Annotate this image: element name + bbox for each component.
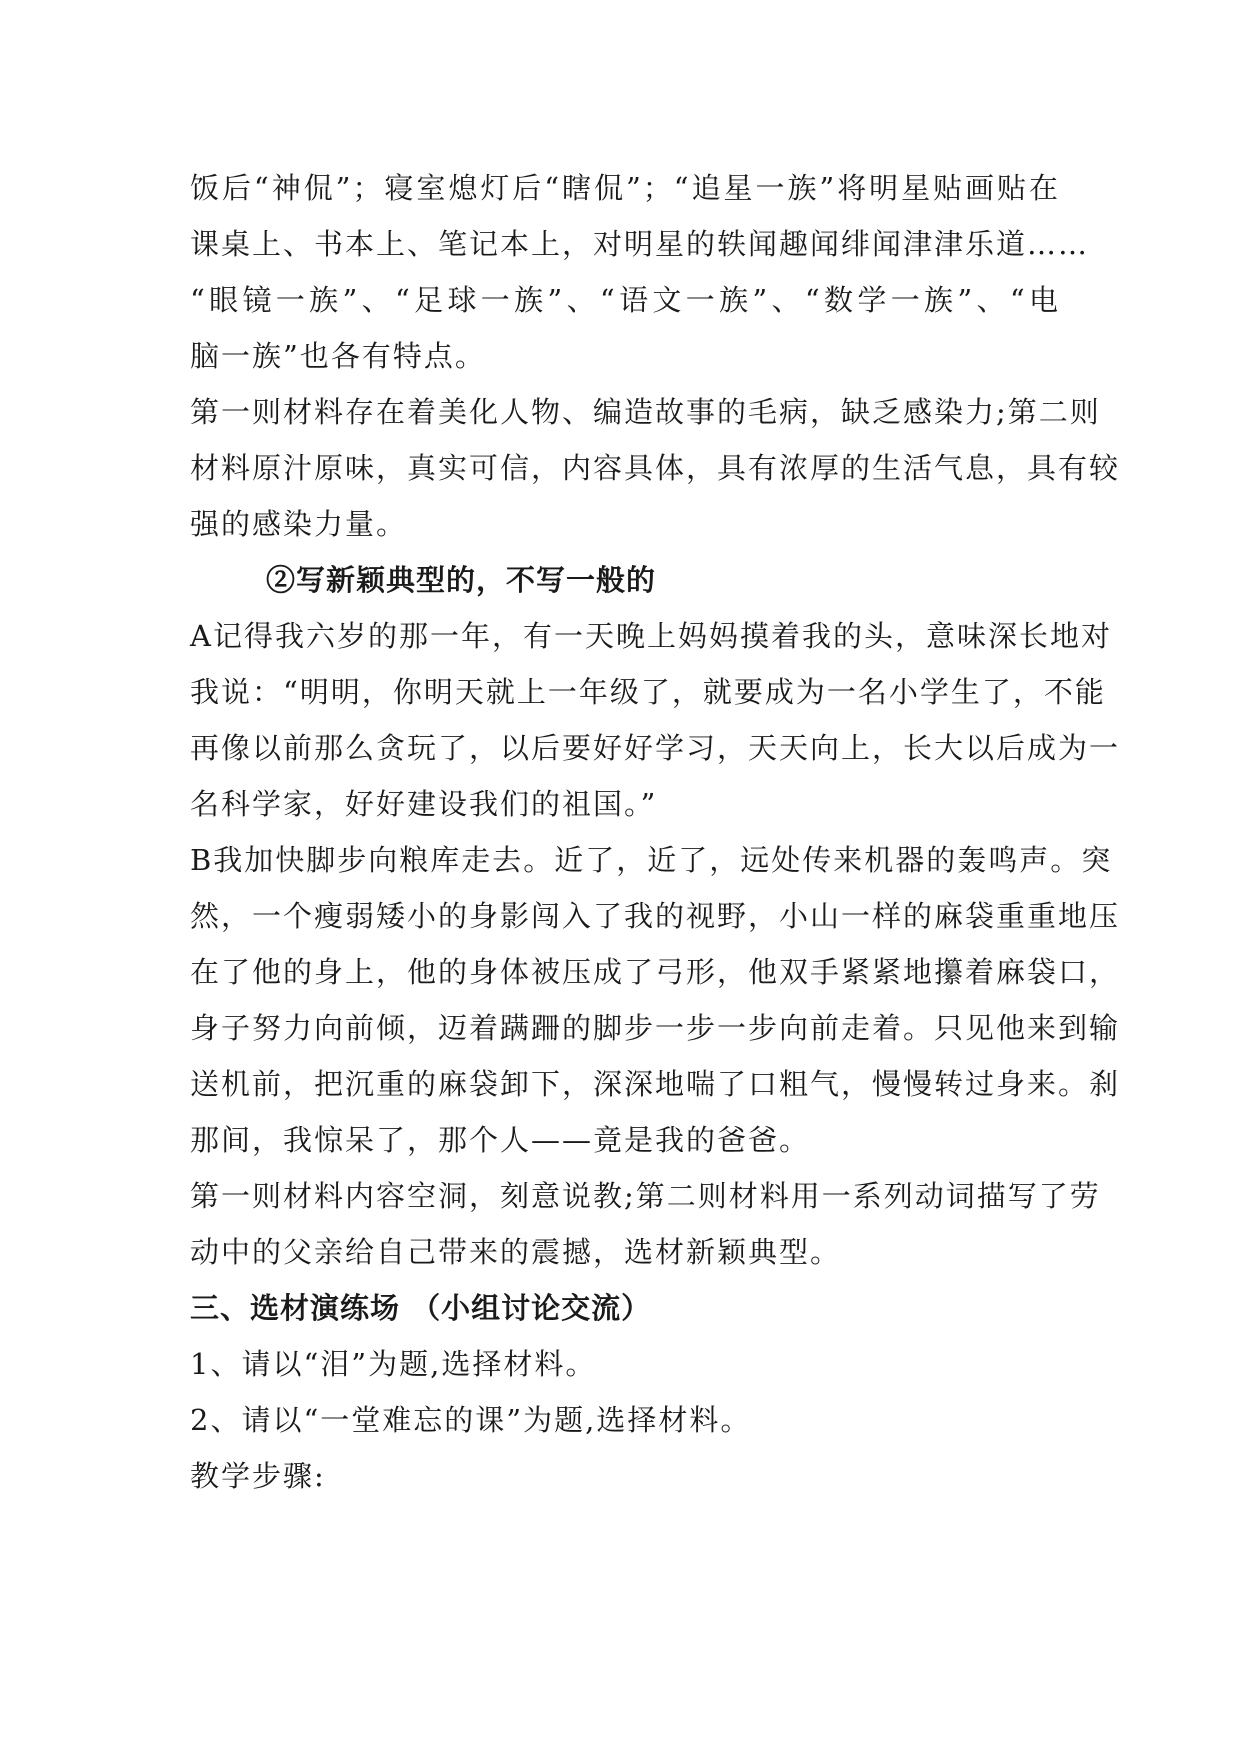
text-line: 名科学家，好好建设我们的祖国。” bbox=[190, 787, 658, 821]
text-line: 课桌上、书本上、笔记本上，对明星的轶闻趣闻绯闻津津乐道…… bbox=[190, 227, 1090, 261]
analysis-paragraph-2 bbox=[190, 1168, 1101, 1280]
teaching-steps-label: 教学步骤: bbox=[190, 1459, 326, 1493]
document-page bbox=[190, 160, 1121, 1504]
text-line: 动中的父亲给自己带来的震撼，选材新颖典型。 bbox=[190, 1235, 842, 1269]
text-line: 再像以前那么贪玩了，以后要好好学习，天天向上，长大以后成为一 bbox=[190, 731, 1121, 765]
analysis-paragraph-1 bbox=[190, 384, 1121, 552]
text-line: 在了他的身上，他的身体被压成了弓形，他双手紧紧地攥着麻袋口， bbox=[190, 955, 1121, 989]
text-line: 那间，我惊呆了，那个人——竟是我的爸爸。 bbox=[190, 1123, 811, 1157]
material-a bbox=[190, 608, 1121, 832]
text-line: 强的感染力量。 bbox=[190, 507, 408, 541]
text-line: 脑一族”也各有特点。 bbox=[190, 339, 486, 373]
material-b bbox=[190, 832, 1121, 1168]
exercise-item: 1、请以“泪”为题,选择材料。 bbox=[190, 1347, 597, 1381]
text-line: “眼镜一族”、“足球一族”、“语文一族”、“数学一族”、“电 bbox=[190, 283, 1060, 317]
text-line: 我说：“明明，你明天就上一年级了，就要成为一名小学生了，不能 bbox=[190, 675, 1106, 709]
section-heading-practice: 三、选材演练场 （小组讨论交流） bbox=[190, 1291, 652, 1325]
exercise-item: 2、请以“一堂难忘的课”为题,选择材料。 bbox=[190, 1403, 752, 1437]
text-line: 饭后“神侃”；寝室熄灯后“瞎侃”；“追星一族”将明星贴画贴在 bbox=[190, 171, 1060, 205]
text-line: A记得我六岁的那一年，有一天晚上妈妈摸着我的头，意味深长地对 bbox=[190, 619, 1112, 653]
subheading-novel-typical: ②写新颖典型的，不写一般的 bbox=[266, 563, 657, 597]
paragraph-examples bbox=[190, 160, 1090, 384]
text-line: 材料原汁原味，真实可信，内容具体，具有浓厚的生活气息，具有较 bbox=[190, 451, 1121, 485]
text-line: B我加快脚步向粮库走去。近了，近了，远处传来机器的轰鸣声。突 bbox=[190, 843, 1113, 877]
text-line: 第一则材料内容空洞，刻意说教;第二则材料用一系列动词描写了劳 bbox=[190, 1179, 1101, 1213]
text-line: 身子努力向前倾，迈着蹒跚的脚步一步一步向前走着。只见他来到输 bbox=[190, 1011, 1121, 1045]
text-line: 然，一个瘦弱矮小的身影闯入了我的视野，小山一样的麻袋重重地压 bbox=[190, 899, 1121, 933]
text-line: 送机前，把沉重的麻袋卸下，深深地喘了口粗气，慢慢转过身来。刹 bbox=[190, 1067, 1121, 1101]
text-line: 第一则材料存在着美化人物、编造故事的毛病，缺乏感染力;第二则 bbox=[190, 395, 1101, 429]
